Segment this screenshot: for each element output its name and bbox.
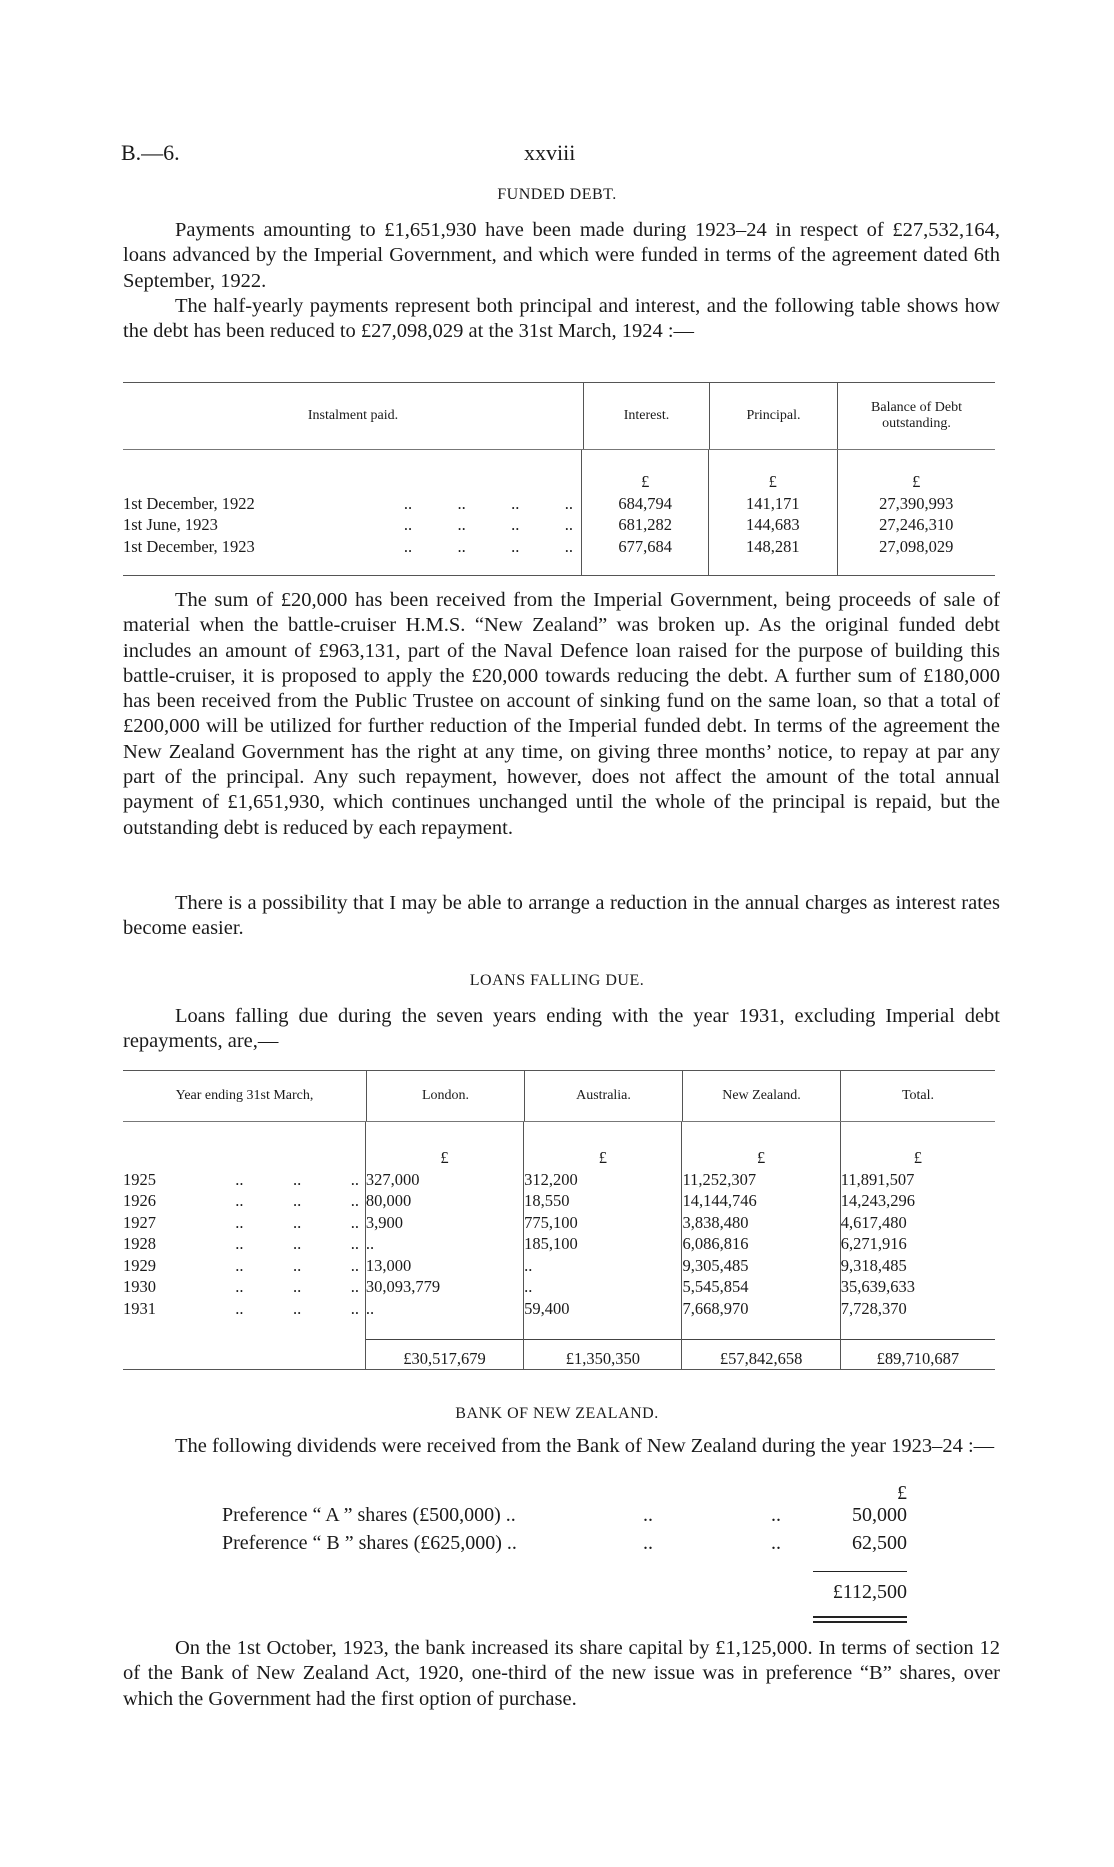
currency-symbol: £ bbox=[440, 1148, 449, 1167]
london-value: 327,000 bbox=[365, 1169, 420, 1189]
paragraph-text: The following dividends were received from the Bank of New Zealand during the year 1923–24 :— bbox=[175, 1435, 995, 1457]
loans-intro bbox=[123, 1004, 1000, 1055]
leader-dots: .. .. .. bbox=[235, 1212, 359, 1232]
header-london: London. bbox=[366, 1071, 524, 1121]
london-value: 13,000 bbox=[365, 1255, 412, 1275]
table-header bbox=[123, 1071, 995, 1122]
australia-value: .. bbox=[524, 1255, 533, 1275]
year-label: 1925 bbox=[123, 1169, 156, 1189]
year-label: 1929 bbox=[123, 1255, 156, 1275]
total-value: 6,271,916 bbox=[840, 1234, 907, 1253]
london-value: 80,000 bbox=[365, 1191, 412, 1210]
nz-value: 5,545,854 bbox=[682, 1277, 749, 1296]
london-value: .. bbox=[365, 1234, 375, 1253]
year-label: 1930 bbox=[123, 1277, 156, 1296]
currency-symbol: £ bbox=[912, 472, 921, 491]
total-value: 14,243,296 bbox=[840, 1191, 915, 1210]
table-row bbox=[123, 514, 581, 536]
col-balance bbox=[837, 450, 995, 575]
header-australia: Australia. bbox=[524, 1071, 682, 1121]
currency-symbol: £ bbox=[913, 1148, 922, 1167]
funded-debt-paragraph-3 bbox=[123, 588, 1000, 841]
table-body bbox=[123, 450, 995, 575]
australia-total: £1,350,350 bbox=[565, 1349, 640, 1368]
table-row bbox=[123, 1298, 365, 1320]
spacer bbox=[123, 1147, 365, 1169]
header-year: Year ending 31st March, bbox=[175, 1088, 314, 1103]
interest-value: 677,684 bbox=[618, 536, 673, 556]
paragraph-text: Loans falling due during the seven years ending with the year 1931, excluding Imperial debt repayments, are,— bbox=[123, 1005, 1000, 1053]
paragraph-text: On the 1st October, 1923, the bank increased its share capital by £1,125,000. In terms of section 12 of the Bank of New Zealand Act, 1920, one-third of the new issue was in preference “B” shares, over which the Government had the first option of purchase. bbox=[123, 1637, 1000, 1710]
col-principal bbox=[708, 450, 837, 575]
nz-value: 11,252,307 bbox=[682, 1169, 757, 1189]
australia-value: 185,100 bbox=[524, 1234, 578, 1253]
table-row bbox=[123, 1233, 365, 1255]
leader-dots: .. bbox=[643, 1532, 653, 1554]
leader-dots: .. bbox=[771, 1504, 781, 1526]
paragraph-text: The half-yearly payments represent both principal and interest, and the following table shows how the debt has been reduced to £27,098,029 at the 31st March, 1924 :— bbox=[123, 295, 1000, 343]
table-row bbox=[123, 1212, 365, 1234]
total-value: 9,318,485 bbox=[840, 1255, 907, 1275]
subtotal-rule bbox=[366, 1339, 523, 1340]
section-title-loans: LOANS FALLING DUE. bbox=[469, 972, 645, 989]
london-value: 3,900 bbox=[365, 1212, 404, 1232]
interest-value: 681,282 bbox=[618, 515, 673, 534]
leader-dots: .. .. .. bbox=[235, 1234, 359, 1253]
nz-total: £57,842,658 bbox=[719, 1349, 803, 1368]
year-label: 1931 bbox=[123, 1298, 156, 1318]
currency-symbol: £ bbox=[897, 1482, 907, 1504]
total-value: 4,617,480 bbox=[840, 1212, 907, 1232]
table-row bbox=[123, 1255, 365, 1277]
leader-dots: .. .. .. bbox=[235, 1169, 359, 1189]
header-balance: Balance of Debt outstanding. bbox=[837, 383, 995, 449]
australia-value: 312,200 bbox=[524, 1169, 578, 1189]
table-row bbox=[123, 1276, 365, 1298]
leader-dots: .. .. .. .. bbox=[403, 515, 573, 534]
dividend-total: £112,500 bbox=[832, 1581, 907, 1603]
leader-dots: .. .. .. .. bbox=[403, 536, 573, 556]
instalment-date: 1st December, 1923 bbox=[123, 536, 255, 556]
page-number: xxviii bbox=[524, 140, 576, 165]
australia-value: 18,550 bbox=[524, 1191, 570, 1210]
balance-value: 27,098,029 bbox=[879, 536, 954, 556]
header-new-zealand: New Zealand. bbox=[682, 1071, 840, 1121]
loans-table bbox=[123, 1070, 995, 1370]
total-value: 11,891,507 bbox=[840, 1169, 915, 1189]
year-label: 1927 bbox=[123, 1212, 156, 1232]
interest-value: 684,794 bbox=[618, 493, 673, 513]
table-row bbox=[123, 1190, 365, 1212]
leader-dots: .. .. .. bbox=[235, 1277, 359, 1296]
leader-dots: .. .. .. bbox=[235, 1255, 359, 1275]
col-australia bbox=[523, 1122, 681, 1369]
header-principal: Principal. bbox=[709, 383, 837, 449]
nz-value: 3,838,480 bbox=[682, 1212, 749, 1232]
dividend-label-a: Preference “ A ” shares (£500,000) .. bbox=[222, 1504, 516, 1526]
balance-value: 27,246,310 bbox=[879, 515, 954, 534]
subtotal-rule bbox=[682, 1339, 839, 1340]
section-title-funded-debt: FUNDED DEBT. bbox=[497, 186, 617, 203]
dividend-label-b: Preference “ B ” shares (£625,000) .. bbox=[222, 1532, 517, 1554]
table-header bbox=[123, 383, 995, 450]
leader-dots: .. bbox=[643, 1504, 653, 1526]
header-instalment: Instalment paid. bbox=[307, 408, 399, 423]
table-row bbox=[123, 1169, 365, 1191]
bank-intro bbox=[123, 1434, 1000, 1459]
funded-debt-paragraph-1 bbox=[123, 218, 1000, 294]
nz-value: 7,668,970 bbox=[682, 1298, 749, 1318]
subtotal-rule bbox=[841, 1339, 995, 1340]
dividend-amount-b: 62,500 bbox=[852, 1532, 907, 1554]
principal-value: 141,171 bbox=[745, 493, 800, 513]
subtotal-rule bbox=[524, 1339, 681, 1340]
leader-dots: .. .. .. bbox=[235, 1191, 359, 1210]
leader-dots: .. bbox=[771, 1532, 781, 1554]
col-new-zealand bbox=[681, 1122, 839, 1369]
table-row bbox=[123, 493, 581, 515]
instalment-date: 1st June, 1923 bbox=[123, 515, 218, 534]
australia-value: 59,400 bbox=[524, 1298, 570, 1318]
total-total: £89,710,687 bbox=[876, 1349, 960, 1368]
funded-debt-table bbox=[123, 382, 995, 576]
london-value: .. bbox=[365, 1298, 375, 1318]
table-row bbox=[123, 536, 581, 558]
principal-value: 148,281 bbox=[745, 536, 800, 556]
section-title-bank: BANK OF NEW ZEALAND. bbox=[455, 1405, 659, 1422]
funded-debt-paragraph-2 bbox=[123, 294, 1000, 345]
table-body bbox=[123, 1122, 995, 1369]
total-value: 35,639,633 bbox=[840, 1277, 915, 1296]
header-total: Total. bbox=[840, 1071, 995, 1121]
dividend-amount-a: 50,000 bbox=[852, 1504, 907, 1526]
nz-value: 14,144,746 bbox=[682, 1191, 757, 1210]
header-interest: Interest. bbox=[583, 383, 709, 449]
currency-symbol: £ bbox=[756, 1148, 766, 1167]
report-reference: B.—6. bbox=[121, 140, 180, 165]
paragraph-text: The sum of £20,000 has been received from the Imperial Government, being proceeds of sale of material when the battle-cruiser H.M.S. “New Zealand” was broken up. As the original funded debt includes an amount of £963,131, part of the Naval Defence loan raised for the purpose of building this battle-cruiser, it is proposed to apply the £20,000 towards reducing the debt. A further sum of £180,000 has been received from the Public Trustee on account of sinking fund on the same loan, so that a total of £200,000 will be utilized for further reduction of the Imperial funded debt. In terms of the agreement the New Zealand Government has the right at any time, on giving three months’ notice, to repay at par any part of the principal. Any such repayment, however, does not affect the amount of the total annual payment of £1,651,930, which continues unchanged until the whole of the principal is repaid, but the outstanding debt is reduced by each repayment. bbox=[123, 589, 1000, 839]
col-interest bbox=[581, 450, 708, 575]
col-london bbox=[365, 1122, 523, 1369]
instalment-date: 1st December, 1922 bbox=[123, 493, 255, 513]
principal-value: 144,683 bbox=[745, 515, 800, 534]
total-value: 7,728,370 bbox=[840, 1298, 907, 1318]
col-year bbox=[123, 1122, 365, 1369]
leader-dots: .. .. .. bbox=[235, 1298, 359, 1318]
bank-paragraph bbox=[123, 1636, 1000, 1712]
nz-value: 6,086,816 bbox=[682, 1234, 749, 1253]
total-double-rule-top bbox=[813, 1616, 907, 1618]
year-label: 1926 bbox=[123, 1191, 156, 1210]
australia-value: .. bbox=[524, 1277, 533, 1296]
subtotal-rule bbox=[813, 1571, 907, 1572]
col-instalment bbox=[123, 450, 581, 575]
col-total bbox=[840, 1122, 995, 1369]
paragraph-text: There is a possibility that I may be able to arrange a reduction in the annual charges as interest rates become easier. bbox=[123, 892, 1000, 940]
balance-value: 27,390,993 bbox=[879, 493, 954, 513]
london-value: 30,093,779 bbox=[365, 1277, 441, 1296]
paragraph-text: Payments amounting to £1,651,930 have been made during 1923–24 in respect of £27,532,164, loans advanced by the Imperial Government, and which were funded in terms of the agreement dated 6th September, 1922. bbox=[123, 219, 1000, 292]
currency-symbol: £ bbox=[598, 1148, 607, 1167]
currency-symbol: £ bbox=[641, 472, 650, 491]
funded-debt-paragraph-4 bbox=[123, 891, 1000, 942]
leader-dots: .. .. .. .. bbox=[403, 493, 573, 513]
nz-value: 9,305,485 bbox=[682, 1255, 749, 1275]
australia-value: 775,100 bbox=[524, 1212, 578, 1232]
currency-symbol: £ bbox=[768, 472, 777, 491]
total-double-rule-bottom bbox=[813, 1621, 907, 1623]
year-label: 1928 bbox=[123, 1234, 156, 1253]
london-total: £30,517,679 bbox=[403, 1349, 486, 1368]
